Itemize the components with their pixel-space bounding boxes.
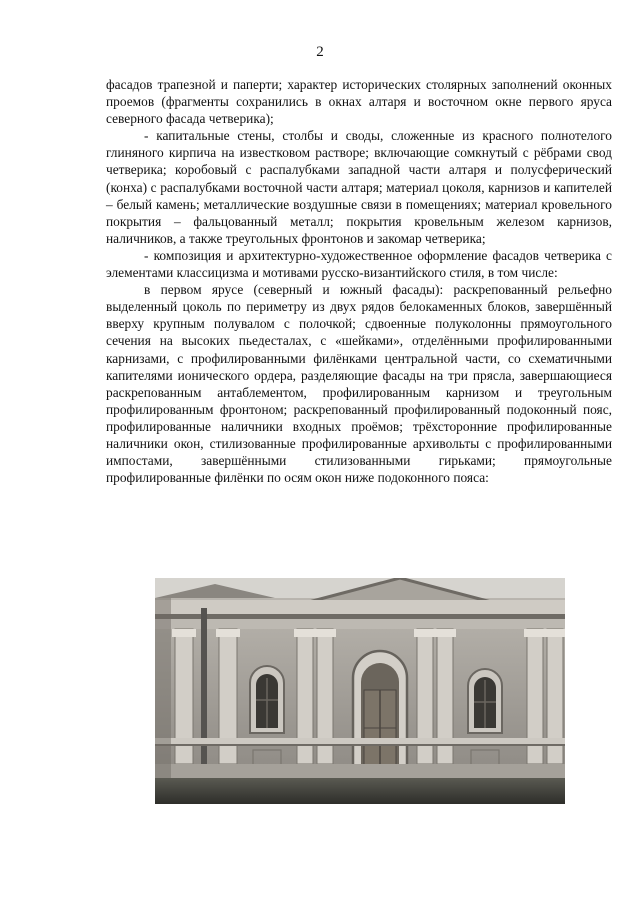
- church-facade-photo: [155, 578, 565, 804]
- paragraph-composition: - композиция и архитектурно-художественное оформление фасадов четверика с элементами классицизма и мотивами русско-византийского стиля, в том числе:: [106, 247, 612, 281]
- paragraph-walls-vaults: - капитальные стены, столбы и своды, сложенные из красного полнотелого глиняного кирпича на известковом растворе; включающие сомкнутый с рёбрами свод четверика; коробовый с распалубками западной части алтаря и полусферический (конха) с распалубками восточной части алтаря; материал цоколя, карнизов и капителей – белый камень; металлические воздушные связи в помещениях; материал кровельного покрытия – фальцованный металл; покрытия кровельным железом карнизов, наличников, а также треугольных фронтонов и закомар четверика;: [106, 128, 612, 246]
- paragraph-facades-continued: фасадов трапезной и паперти; характер исторических столярных заполнений оконных проемов (фрагменты сохранились в окнах алтаря и восточном окне первого яруса северного фасада четверика);: [106, 77, 612, 127]
- document-body: [106, 76, 612, 486]
- paragraph-first-tier: в первом ярусе (северный и южный фасады): раскрепованный рельефно выделенный цоколь по периметру из двух рядов белокаменных блоков, завершённый вверху крупным полувалом с полочкой; сдвоенные полуколонны прямоугольного сечения на высоких пьедесталах, с «шейками», отделёнными профилированными карнизами, с профилированными филёнками центральной части, со схематичными капителями ионического ордера, разделяющие фасады на три прясла, завершающиеся раскрепованным антаблементом, профилированным карнизом и треугольным профилированным фронтоном; раскрепованный профилированный подоконный пояс, профилированные наличники входных проёмов; трёхсторонние профилированные наличники окон, стилизованные профилированные архивольты с профилированными импостами, завершёнными стилизованными гирьками; прямоугольные профилированные филёнки по осям окон ниже подоконного пояса:: [106, 282, 612, 486]
- page-number: 2: [316, 44, 324, 60]
